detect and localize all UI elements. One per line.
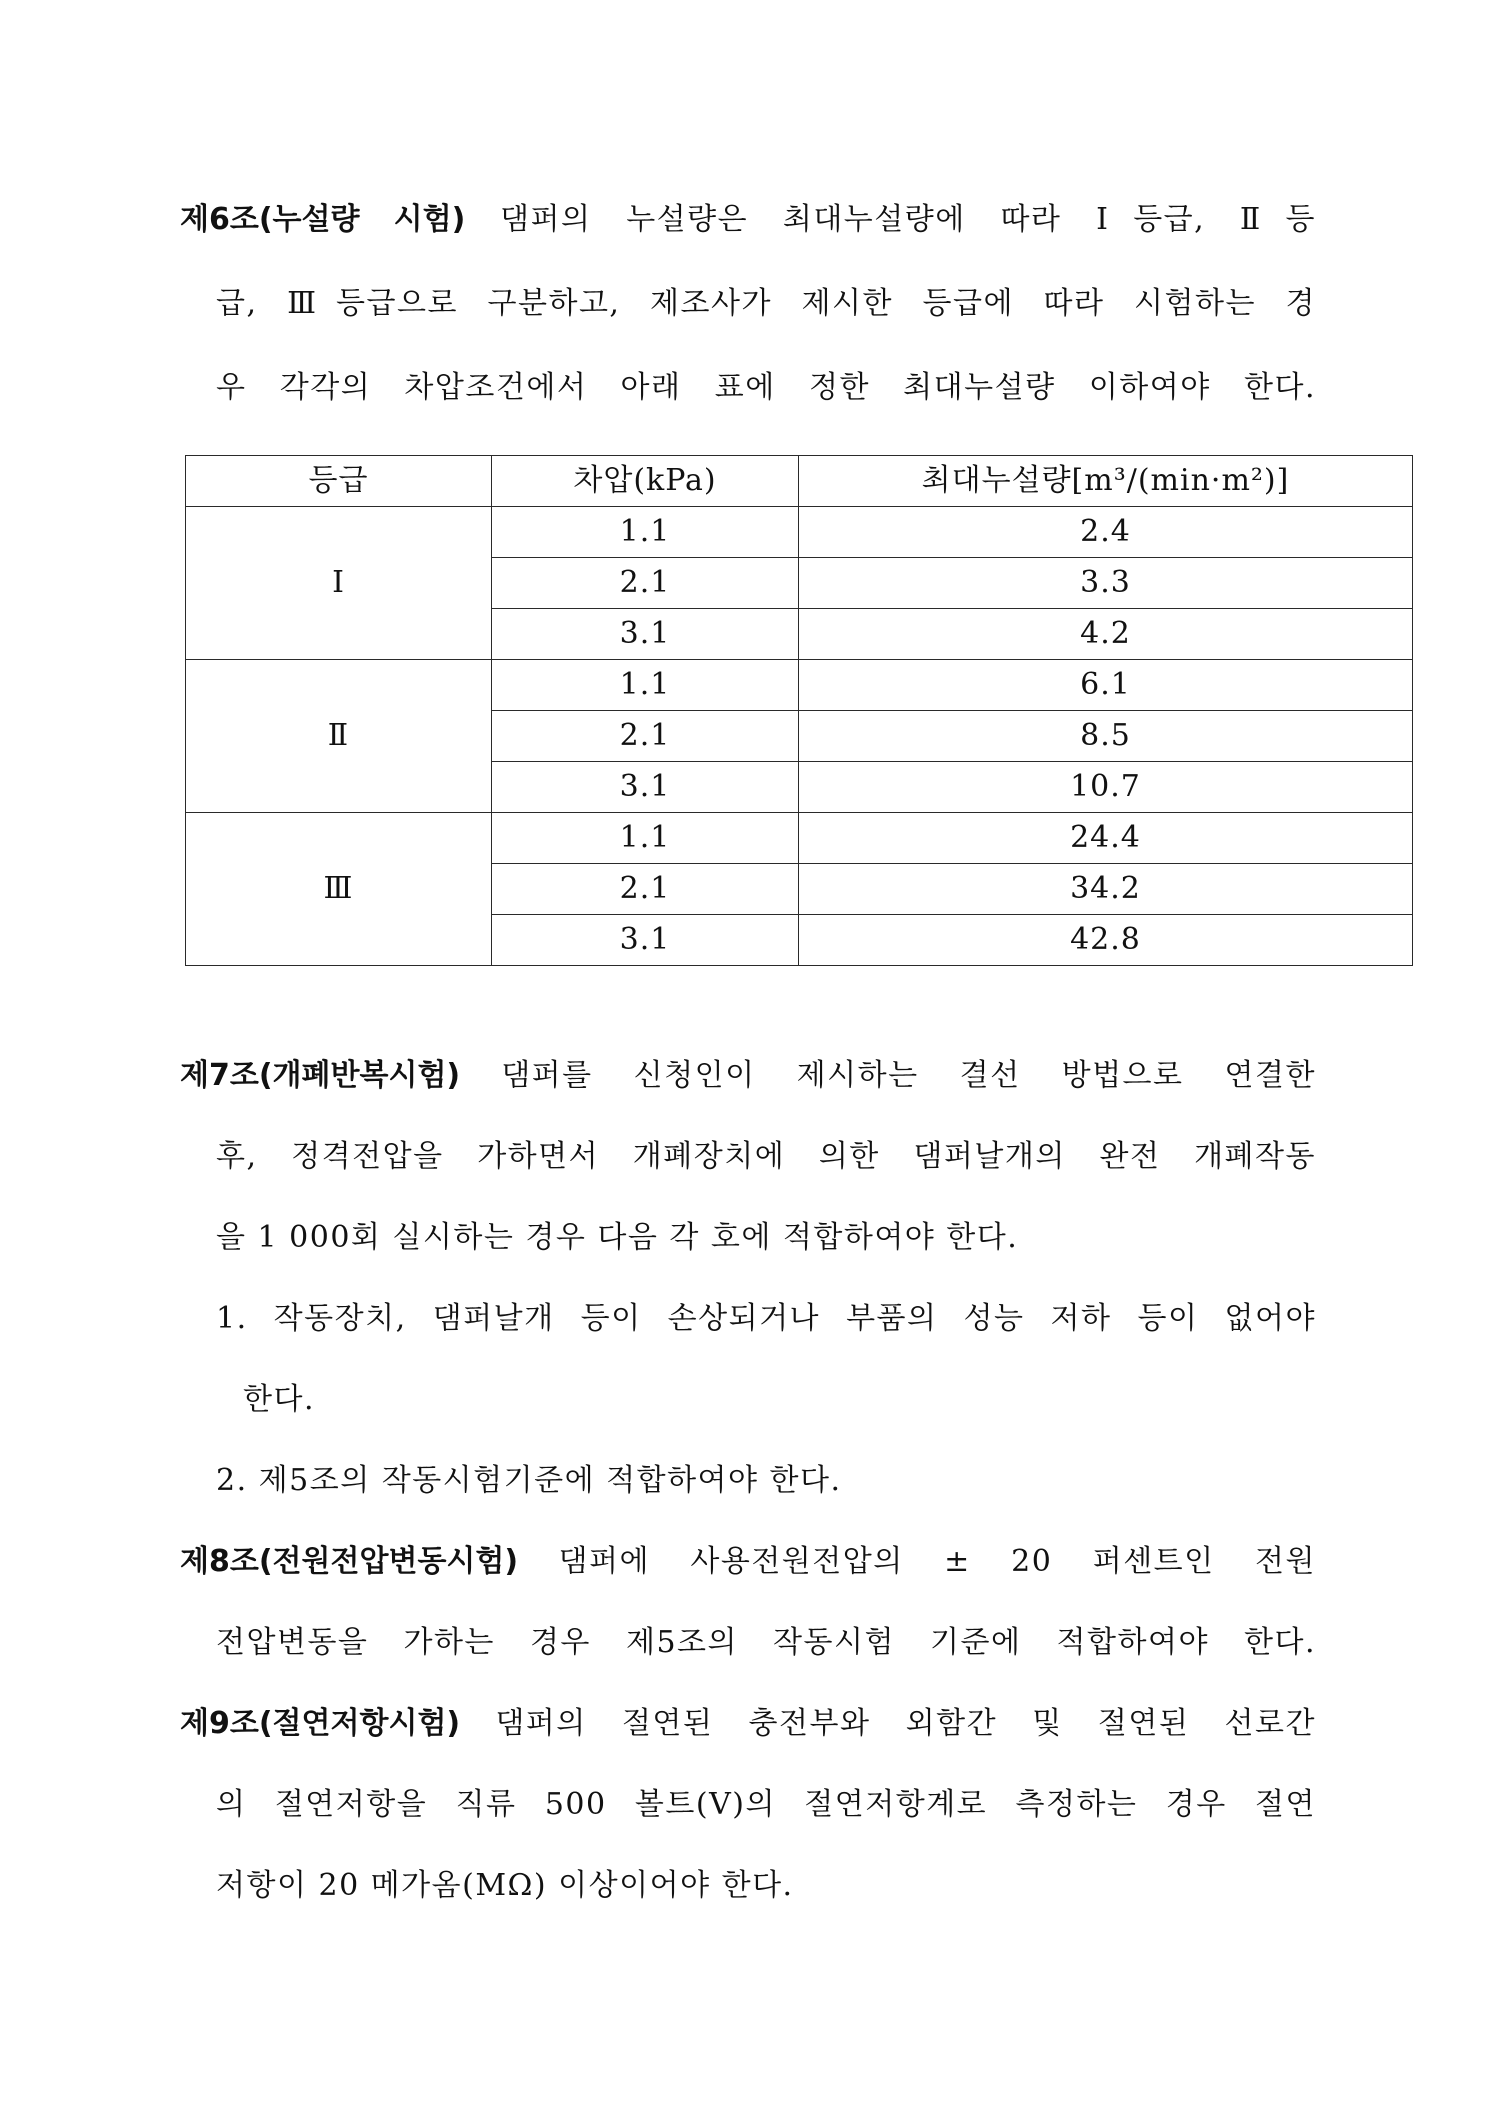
article-7-item-1-line-2: 한다. (243, 1382, 315, 1417)
max-leakage-cell: 4.2 (799, 609, 1413, 660)
table-row (186, 813, 1413, 864)
pressure-cell: 2.1 (492, 864, 799, 915)
article-9-first-line-text: 댐퍼의 절연된 충전부와 외함간 및 절연된 선로간 (495, 1706, 1316, 1741)
article-9-line-3: 저항이 20 메가옴(MΩ) 이상이어야 한다. (216, 1868, 794, 1903)
table-header-row (186, 456, 1413, 507)
max-leakage-cell: 24.4 (799, 813, 1413, 864)
article-9-heading: 제9조(절연저항시험) (180, 1706, 461, 1741)
pressure-cell: 3.1 (492, 915, 799, 966)
article-8-heading: 제8조(전원전압변동시험) (180, 1544, 519, 1579)
table-row (186, 660, 1413, 711)
pressure-cell: 1.1 (492, 813, 799, 864)
article-9-line-2: 의 절연저항을 직류 500 볼트(V)의 절연저항계로 측정하는 경우 절연 (216, 1787, 1316, 1822)
article-7-line-1 (180, 1035, 1316, 1116)
article-7-heading: 제7조(개폐반복시험) (180, 1058, 461, 1093)
grade-cell: Ⅲ (186, 813, 492, 966)
article-6-line-3: 우 각각의 차압조건에서 아래 표에 정한 최대누설량 이하여야 한다. (216, 370, 1316, 405)
max-leakage-cell: 8.5 (799, 711, 1413, 762)
header-max-leakage: 최대누설량[m³/(min·m²)] (799, 456, 1413, 507)
article-6-heading: 제6조(누설량 시험) (180, 202, 466, 237)
article-8-line-1 (180, 1521, 1316, 1602)
article-6-line-2: 급, Ⅲ등급으로 구분하고, 제조사가 제시한 등급에 따라 시험하는 경 (216, 286, 1316, 321)
max-leakage-cell: 42.8 (799, 915, 1413, 966)
article-9-line-1 (180, 1683, 1316, 1764)
max-leakage-cell: 2.4 (799, 507, 1413, 558)
article-8-first-line-text: 댐퍼에 사용전원전압의 ± 20 퍼센트인 전원 (558, 1544, 1316, 1579)
pressure-cell: 3.1 (492, 762, 799, 813)
pressure-cell: 1.1 (492, 507, 799, 558)
header-grade: 등급 (186, 456, 492, 507)
pressure-cell: 2.1 (492, 711, 799, 762)
max-leakage-cell: 6.1 (799, 660, 1413, 711)
article-9 (180, 1683, 1316, 1926)
article-7-item-2-line-1: 2. 제5조의 작동시험기준에 적합하여야 한다. (216, 1463, 842, 1498)
article-7 (180, 1035, 1316, 1521)
article-7-first-line-text: 댐퍼를 신청인이 제시하는 결선 방법으로 연결한 (501, 1058, 1316, 1093)
article-8-line-2: 전압변동을 가하는 경우 제5조의 작동시험 기준에 적합하여야 한다. (216, 1625, 1316, 1660)
article-6-first-line-text: 댐퍼의 누설량은 최대누설량에 따라 Ⅰ등급, Ⅱ등 (500, 202, 1316, 237)
article-6-line-1 (180, 178, 1316, 262)
max-leakage-cell: 34.2 (799, 864, 1413, 915)
article-7-line-2: 후, 정격전압을 가하면서 개폐장치에 의한 댐퍼날개의 완전 개폐작동 (216, 1139, 1316, 1174)
leakage-table-container (185, 455, 1412, 966)
max-leakage-cell: 10.7 (799, 762, 1413, 813)
grade-cell: Ⅰ (186, 507, 492, 660)
article-6 (180, 178, 1316, 430)
article-8 (180, 1521, 1316, 1683)
header-pressure: 차압(kPa) (492, 456, 799, 507)
pressure-cell: 2.1 (492, 558, 799, 609)
article-7-item-1-line-1: 1. 작동장치, 댐퍼날개 등이 손상되거나 부품의 성능 저하 등이 없어야 (216, 1301, 1316, 1336)
leakage-table (185, 455, 1413, 966)
pressure-cell: 1.1 (492, 660, 799, 711)
pressure-cell: 3.1 (492, 609, 799, 660)
max-leakage-cell: 3.3 (799, 558, 1413, 609)
article-7-line-3: 을 1 000회 실시하는 경우 다음 각 호에 적합하여야 한다. (216, 1220, 1019, 1255)
table-row (186, 507, 1413, 558)
grade-cell: Ⅱ (186, 660, 492, 813)
